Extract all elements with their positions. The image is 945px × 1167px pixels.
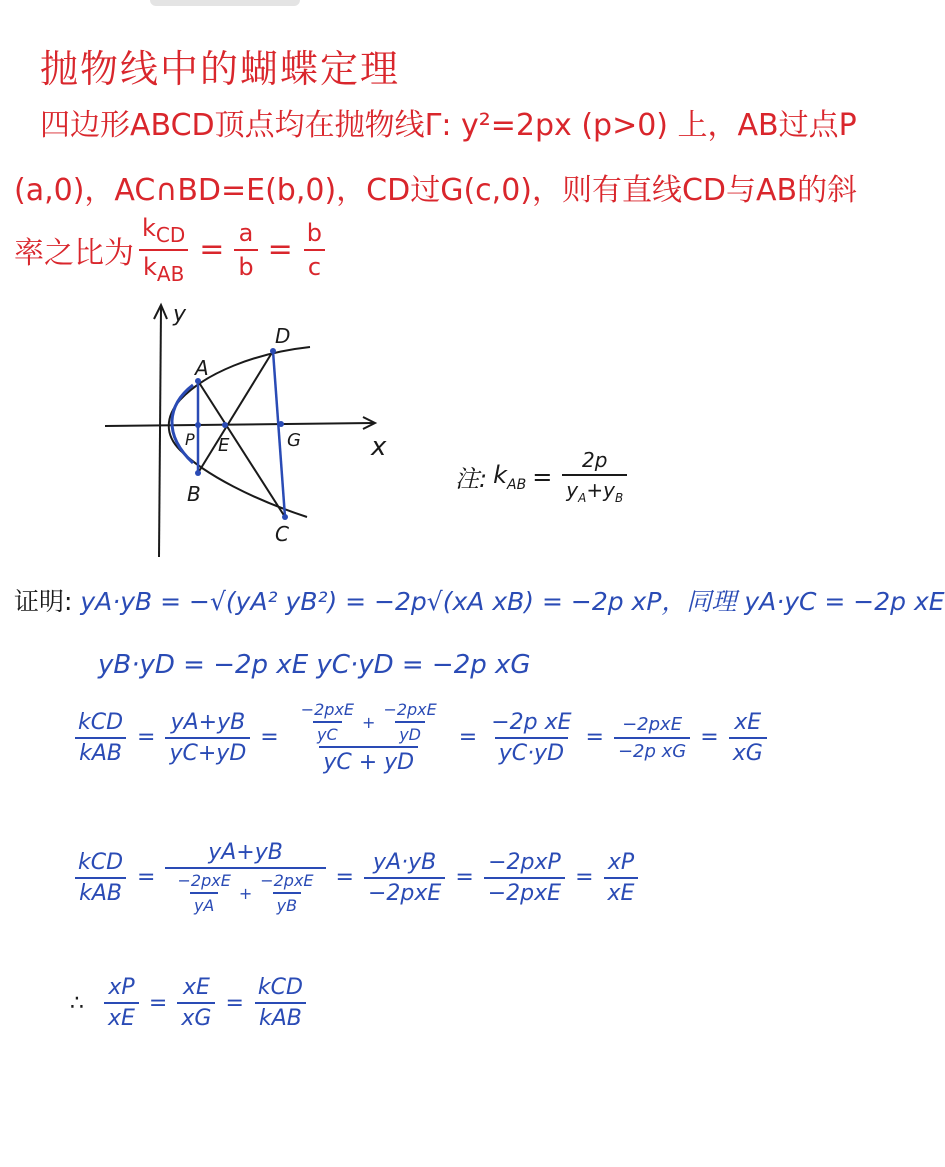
note-k-sub: AB (507, 476, 527, 493)
eq2-s3-num: −2pxP (488, 849, 561, 875)
x-axis-label: x (371, 432, 387, 462)
eq2-s1-den-a-den: yA (190, 892, 218, 915)
eq1-s2-num-b-den: yD (395, 721, 425, 744)
eq1-s2-num-b: −2pxE (383, 700, 437, 719)
eq2-s4-num: xP (607, 849, 635, 875)
ratio2-num: b (306, 218, 323, 247)
proof-label: 证明: (14, 587, 73, 616)
eq1-s1-den: yC+yD (165, 737, 250, 766)
point-g-dot (278, 421, 284, 427)
point-c-dot (282, 514, 288, 520)
page-title: 抛物线中的蝴蝶定理 (40, 47, 401, 91)
ratio2-den: c (304, 249, 325, 281)
note-den-sub-b: B (614, 491, 624, 505)
note-den-plus: +y (586, 478, 615, 502)
point-e-dot (222, 422, 228, 428)
eq1-s1-num: yA+yB (170, 709, 246, 735)
eq2-s1-den-b: −2pxE (260, 871, 314, 890)
conclusion-f3-den: kAB (255, 1002, 306, 1031)
parabola-diagram (95, 295, 405, 565)
eq2-s1-num: yA+yB (208, 840, 283, 865)
eq2-s1-den-a: −2pxE (177, 871, 231, 890)
note-den-sub-a: A (578, 491, 587, 505)
statement-line-2: (a,0)，AC∩BD=E(b,0)，CD过G(c,0)，则有直线CD与AB的斜 (14, 173, 858, 208)
eq1-s4-num: −2pxE (622, 713, 683, 735)
y-axis (159, 307, 161, 557)
point-p-dot (195, 422, 201, 428)
eq1-s2-num-a-den: yC (313, 721, 342, 744)
eq1-s2-num-a: −2pxE (300, 700, 355, 719)
top-shadow (150, 0, 300, 6)
ratio1-den: b (234, 249, 257, 281)
point-a-label: A (195, 356, 209, 380)
a-over-b-fraction (234, 219, 257, 281)
eq1-lhs-num: kCD (78, 709, 124, 735)
conclusion-f2-den: xG (177, 1002, 215, 1031)
eq2-s2-num: yA·yB (373, 849, 437, 875)
eq1-s3-den: yC·yD (495, 737, 568, 766)
eq1-s2-den: yC + yD (319, 746, 418, 775)
point-d-dot (270, 348, 276, 354)
eq2-lhs-den: kAB (75, 877, 126, 906)
slope-note: 注: $k_{AB}$ = $\frac{2p}{y_A+y_B}$ (455, 448, 631, 505)
point-e-label: E (218, 435, 230, 456)
note-num: 2p (582, 448, 608, 472)
proof-equation-1: $\frac{\text{kCD}}{\text{kAB}}$ = $\frac{yA+yB}{yC+yD}$ = $\frac{\text{−2pxE}}{yC}$ + $\frac{\text{−2pxE}}{yD}$ yC + yD = $\frac{\text{−2p xE}}{yC\cdot yD}$ = $\frac{\text{−2pxE}}{\text{−2p xG}}$ = $\frac{xE}{xG}$ (70, 700, 771, 775)
eq1-s3-num: −2p xE (491, 709, 572, 735)
eq1-s5-num: xE (734, 709, 762, 735)
eq2-s1: yA+yB $\frac{\text{−2pxE}}{yA}$ + $\frac{\text{−2pxE}}{yB}$ (165, 840, 325, 915)
proof-equation-2: $\frac{\text{kCD}}{\text{kAB}}$ = yA+yB $\frac{\text{−2pxE}}{yA}$ + $\frac{\text{−2pxE}}{yB}$ = $\frac{yA\cdot yB}{\text{−2pxE}}$ = $\frac{\text{−2pxP}}{\text{−2pxE}}$ = $\frac{xP}{xE}$ (70, 840, 642, 915)
k-cd: k (142, 214, 156, 242)
eq1-s4-den: −2p xG (614, 737, 690, 762)
eq2-s4-den: xE (604, 877, 639, 906)
eq1-s5-den: xG (729, 737, 767, 766)
y-axis-label: y (173, 302, 187, 327)
k-cd-sub: CD (155, 222, 186, 247)
therefore-symbol: ∴ (70, 990, 84, 1016)
point-p-label: P (185, 430, 195, 449)
conclusion-f3-num: kCD (257, 975, 303, 1000)
note-fraction (562, 448, 627, 505)
statement-line-3-prefix: 率之比为 (14, 235, 134, 271)
proof-line-2: yB·yD = −2p xE yC·yD = −2p xG (98, 650, 531, 680)
note-k: k (493, 460, 507, 489)
note-den-y: y (566, 478, 579, 502)
eq1-s2: $\frac{\text{−2pxE}}{yC}$ + $\frac{\text{−2pxE}}{yD}$ yC + yD (289, 700, 449, 775)
x-axis (105, 423, 373, 426)
point-b-label: B (187, 482, 201, 506)
point-g-label: G (287, 430, 301, 451)
ratio1-num: a (238, 218, 254, 247)
conclusion-f2-num: xE (182, 975, 210, 1000)
eq2-s1-den-b-den: yB (273, 892, 301, 915)
parabola-vertex-blue (172, 385, 193, 463)
k-ab: k (142, 252, 157, 281)
diagonal-bd (198, 351, 273, 473)
point-d-label: D (275, 324, 291, 348)
conclusion-f1-den: xE (104, 1002, 139, 1031)
proof-conclusion: ∴ $\frac{xP}{xE}$ = $\frac{xE}{xG}$ = $\frac{\text{kCD}}{\text{kAB}}$ (70, 975, 311, 1031)
slope-ratio-fraction (138, 214, 189, 286)
k-ab-sub: AB (156, 261, 185, 286)
point-b-dot (195, 470, 201, 476)
statement-line-3: 率之比为 $\frac{k_{CD}}{k_{AB}}$ = $\frac{a}{b}$ = $\frac{b}{c}$ (14, 214, 330, 286)
eq1-lhs-den: kAB (75, 737, 126, 766)
chord-dc (273, 351, 285, 517)
eq2-s3-den: −2pxE (484, 877, 565, 906)
proof-line-1 (14, 582, 945, 618)
eq2-s2-den: −2pxE (364, 877, 445, 906)
conclusion-f1-num: xP (108, 975, 135, 1000)
eq2-lhs-num: kCD (78, 849, 124, 875)
note-prefix: 注: (455, 465, 488, 493)
statement-line-1: 四边形ABCD顶点均在抛物线Γ: y²=2px (p>0) 上，AB过点P (40, 108, 857, 143)
b-over-c-fraction (303, 219, 326, 281)
point-c-label: C (275, 522, 289, 546)
proof-line-1-text: yA·yB = −√(yA² yB²) = −2p√(xA xB) = −2p xP，同理 yA·yC = −2p xE (80, 587, 945, 616)
